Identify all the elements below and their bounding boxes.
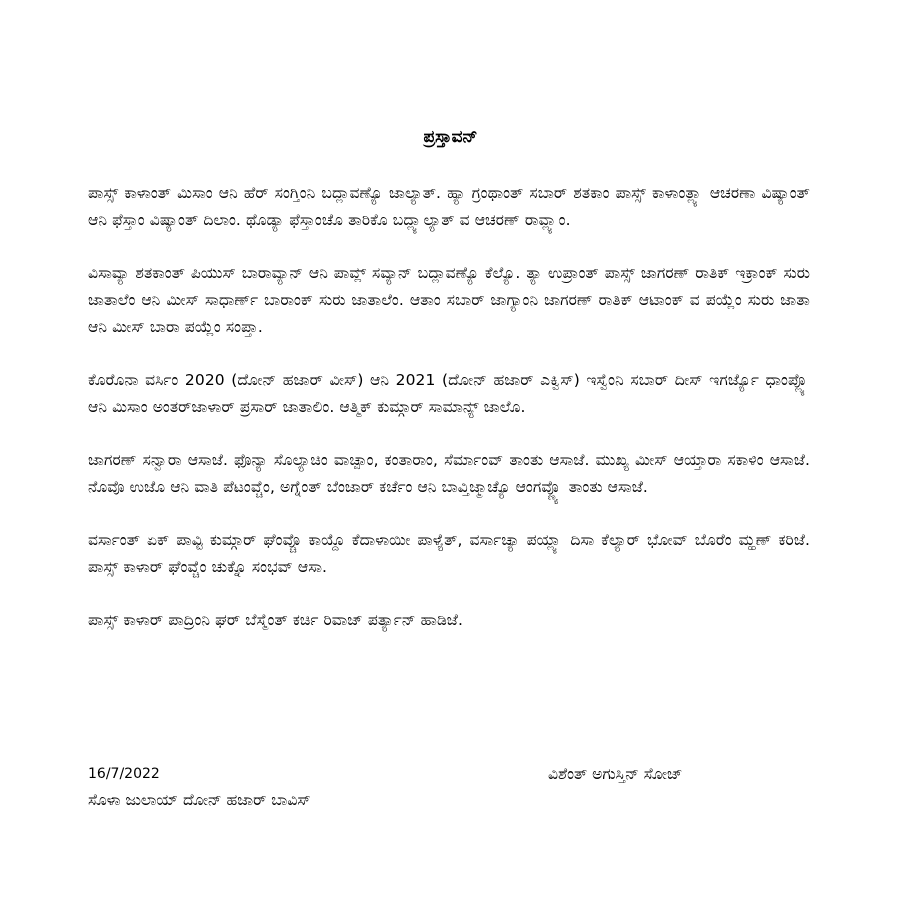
paragraph-2: ವಿಸಾವ್ಯಾ ಶತಕಾಂತ್ ಪಿಯುಸ್ ಬಾರಾವ್ಯಾನ್ ಆನಿ ಪಾವ್ಲ್ ಸವ್ಯಾನ್ ಬದ್ಲಾವಣ್ಯೊ ಕೆಲ್ಯೊ. ತ್ಯಾ ಉಪ್ರಾಂತ್ ಪಾಸ್ಸ್ ಜಾಗರಣ್ ರಾತಿಕ್ ಇಕ್ರಾಂಕ್ ಸುರು ಜಾತಾಲೆಂ ಆನಿ ಮೀಸ್ ಸಾಧಾರ್ಣ್ ಬಾರಾಂಕ್ ಸುರು ಜಾತಾಲೆಂ. ಆತಾಂ ಸಬಾರ್ ಜಾಗ್ಯಾಂನಿ ಜಾಗರಣ್ ರಾತಿಕ್ ಆಟಾಂಕ್ ವ ಪಯ್ಲೆಂ ಸುರು ಜಾತಾ ಆನಿ ಮೀಸ್ ಬಾರಾ ಪಯ್ಲೆಂ ಸಂಪ್ತಾ. <box>88 264 810 336</box>
paragraph-5: ವರ್ಸಾಂತ್ ಏಕ್ ಪಾವ್ಟಿ ಕುಮ್ಗಾರ್ ಘೆಂವ್ಚೊ ಕಾಯ್ದೊ ಕೆದಾಳಾಯೀ ಪಾಳ್ಯೆತ್, ವರ್ಸಾಚ್ಯಾ ಪಯ್ಲ್ಯಾ ದಿಸಾ ಕೆಲ್ಯಾರ್ ಭೋವ್ ಬೊರೆಂ ಮ್ಹಣ್ ಕರಿಜೆ. ಪಾಸ್ಸ್ ಕಾಳಾರ್ ಘೆಂವ್ಚೆಂ ಚುಕ್ನೊ ಸಂಭವ್ ಆಸಾ. <box>88 531 810 576</box>
document-body <box>88 180 810 660</box>
paragraph-4: ಜಾಗರಣ್ ಸನ್ವಾರಾ ಆಸಾಜೆ. ಫೊನ್ಯಾ ಸೊಲ್ಯಾಚಿಂ ವಾಚ್ಪಾಂ, ಕಂತಾರಾಂ, ಸೆರ್ಮಾಂವ್ ತಾಂತು ಆಸಾಜೆ. ಮುಖ್ಯ ಮೀಸ್ ಆಯ್ತಾರಾ ಸಕಾಳಿಂ ಆಸಾಜೆ. ನೊವೊ ಉಜೊ ಆನಿ ವಾತಿ ಪೆಟಂವ್ಚೆಂ, ಅಗ್ನೆಂತ್ ಬೆಂಜಾರ್ ಕರ್ಚೆಂ ಆನಿ ಬಾವ್ತಿಜ್ಮಾಚ್ಯೊ ಆಂಗವ್ಣ್ಯೊ ತಾಂತು ಆಸಾಜೆ. <box>88 451 810 496</box>
document-footer <box>88 760 810 820</box>
paragraph-3: ಕೊರೊನಾ ವರ್ಸಿಂ 2020 (ದೋನ್ ಹಜಾರ್ ವೀಸ್) ಆನಿ 2021 (ದೋನ್ ಹಜಾರ್ ಎಕ್ವಿಸ್) ಇಸ್ವೆಂನಿ ಸಬಾರ್ ದೀಸ್ ಇಗರ್ಜ್ಯೊ ಧಾಂಪ್ಲ್ಯೊ ಆನಿ ಮಿಸಾಂ ಅಂತರ್‌ಜಾಳಾರ್ ಪ್ರಸಾರ್ ಜಾತಾಲಿಂ. ಆತ್ಮಿಕ್ ಕುಮ್ಗಾರ್ ಸಾಮಾನ್ಯ್ ಜಾಲೊ. <box>88 371 810 416</box>
date-numeric: 16/7/2022 <box>88 766 160 782</box>
paragraph-6: ಪಾಸ್ಸ್ ಕಾಳಾರ್ ಪಾದ್ರಿಂನಿ ಘರ್ ಬೆಸ್ಮೆಂತ್ ಕರ್ಚಿ ರಿವಾಜ್ ಪರ್ತ್ಯಾನ್ ಹಾಡಿಜೆ. <box>88 611 463 629</box>
paragraph-1: ಪಾಸ್ಸ್ ಕಾಳಾಂತ್ ಮಿಸಾಂ ಆನಿ ಹೆರ್ ಸಂಗ್ತಿಂನಿ ಬದ್ಲಾವಣ್ಯೊ ಜಾಲ್ಯಾತ್. ಹ್ಯಾ ಗ್ರಂಥಾಂತ್ ಸಬಾರ್ ಶತಕಾಂ ಪಾಸ್ಸ್ ಕಾಳಾಂತ್ಲ್ಯಾ ಆಚರಣಾ ವಿಷ್ಯಾಂತ್ ಆನಿ ಫೆಸ್ತಾಂ ವಿಷ್ಯಾಂತ್ ದಿಲಾಂ. ಥೊಡ್ಯಾ ಫೆಸ್ತಾಂಚೊ ತಾರಿಕೊ ಬದ್ಲ್ಯಾಲ್ಯಾತ್ ವ ಆಚರಣ್ ರಾವ್ಲ್ಯಾಂ. <box>88 184 810 229</box>
date-in-words: ಸೊಳಾ ಜುಲಾಯ್ ದೋನ್ ಹಜಾರ್ ಬಾವಿಸ್ <box>88 791 311 809</box>
document-title: ಪ್ರಸ್ತಾವನ್ <box>423 127 478 147</box>
author-name: ವಿಶೆಂತ್ ಅಗುಸ್ತಿನ್ ಸೋಜ್ <box>548 765 683 783</box>
